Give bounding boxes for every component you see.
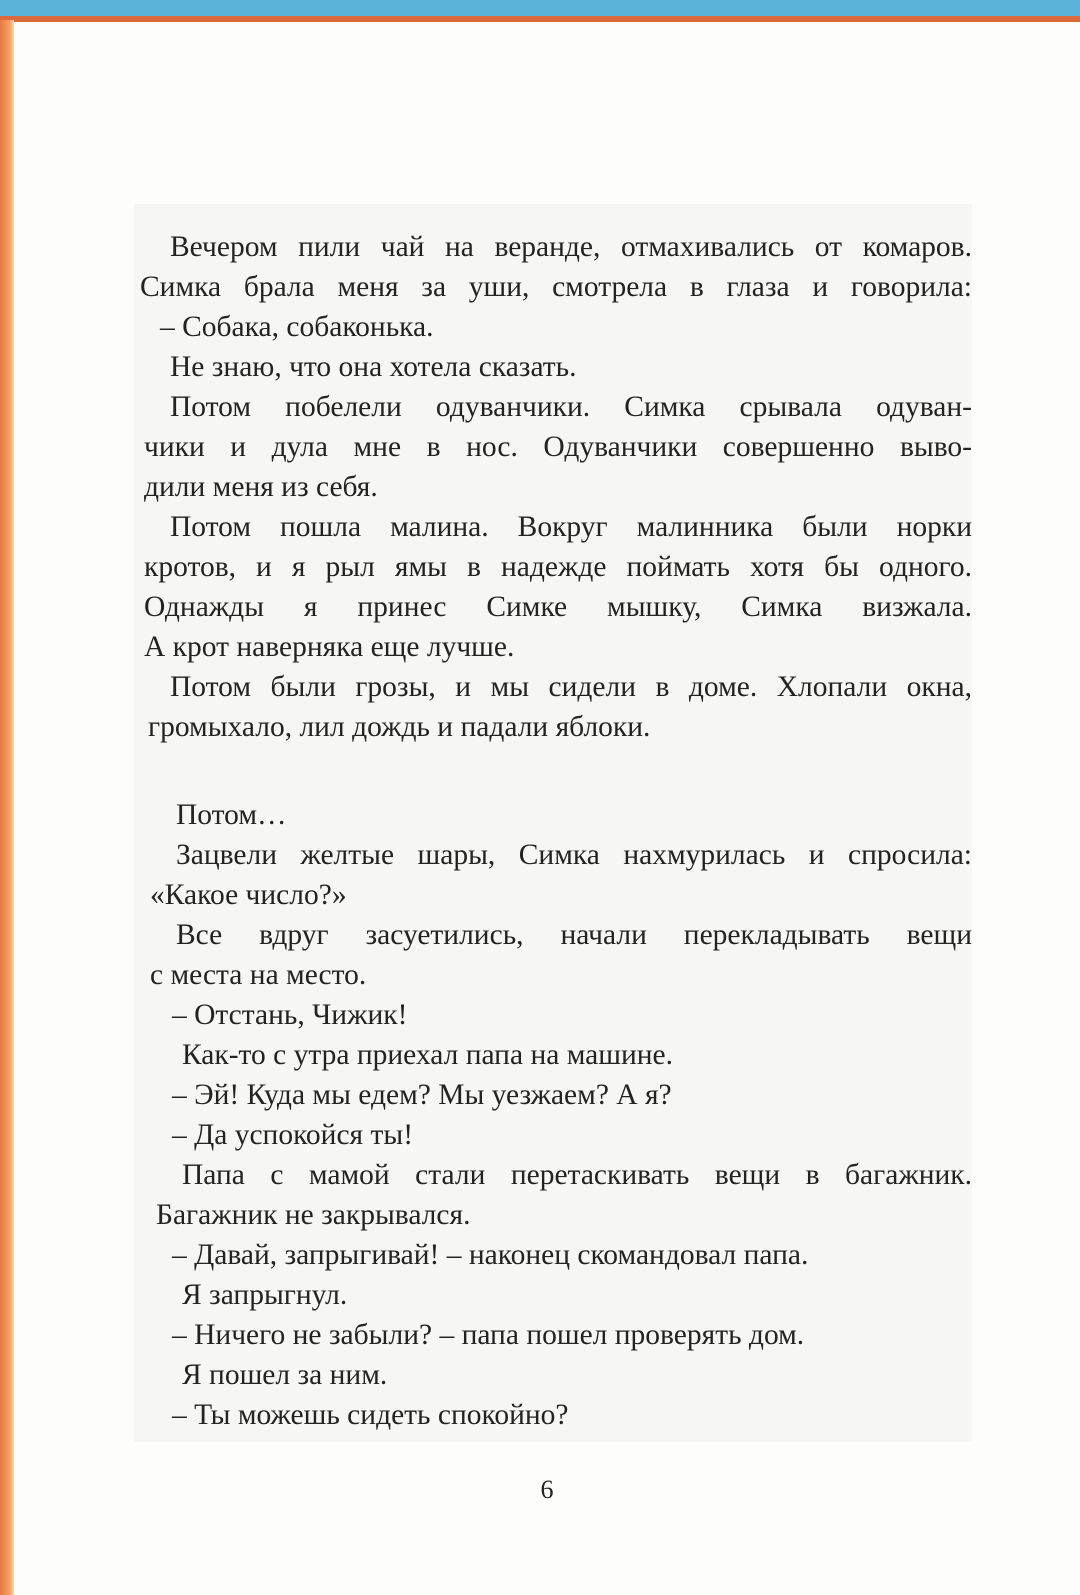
text-line: Потом пошла малина. Вокруг малинника были норки [170, 511, 972, 543]
text-line: Потом… [176, 799, 287, 831]
text-line: Папа с мамой стали перетаскивать вещи в багажник. [182, 1159, 972, 1191]
text-line: – Да успокойся ты! [172, 1119, 414, 1151]
text-line: – Ты можешь сидеть спокойно? [172, 1399, 569, 1431]
text-line: Зацвели желтые шары, Симка нахмурилась и спросила: [176, 839, 972, 871]
text-line: Как-то с утра приехал папа на машине. [182, 1039, 674, 1071]
text-line: Симка брала меня за уши, смотрела в глаза и говорила: [140, 271, 972, 303]
text-line: – Собака, собаконька. [160, 311, 434, 343]
text-line: – Давай, запрыгивай! – наконец скомандовал папа. [172, 1239, 809, 1271]
text-line: Не знаю, что она хотела сказать. [170, 351, 577, 383]
text-line: чики и дула мне в нос. Одуванчики совершенно выво- [144, 431, 972, 463]
text-line: – Ничего не забыли? – папа пошел проверять дом. [172, 1319, 805, 1351]
text-line: Я запрыгнул. [182, 1279, 348, 1311]
text-line: громыхало, лил дождь и падали яблоки. [148, 711, 651, 743]
page-sheet [14, 22, 1080, 1595]
book-spine-edge [0, 20, 14, 1595]
text-line: «Какое число?» [150, 879, 347, 911]
text-line: кротов, и я рыл ямы в надежде поймать хотя бы одного. [144, 551, 972, 583]
text-line: дили меня из себя. [144, 471, 378, 503]
text-line: Однажды я принес Симке мышку, Симка визжала. [144, 591, 972, 623]
text-line: Все вдруг засуетились, начали перекладывать вещи [176, 919, 972, 951]
text-line: с места на место. [150, 959, 367, 991]
page-number: 6 [540, 1475, 554, 1504]
text-line: Багажник не закрывался. [156, 1199, 471, 1231]
text-block [134, 204, 972, 1442]
text-line: А крот наверняка еще лучше. [144, 631, 515, 663]
text-line: Потом были грозы, и мы сидели в доме. Хлопали окна, [170, 671, 972, 703]
text-line: Потом побелели одуванчики. Симка срывала одуван- [170, 391, 972, 423]
text-line: Я пошел за ним. [182, 1359, 388, 1391]
text-line: Вечером пили чай на веранде, отмахивались от комаров. [170, 231, 972, 263]
text-line: – Отстань, Чижик! [172, 999, 408, 1031]
text-line: – Эй! Куда мы едем? Мы уезжаем? А я? [172, 1079, 672, 1111]
